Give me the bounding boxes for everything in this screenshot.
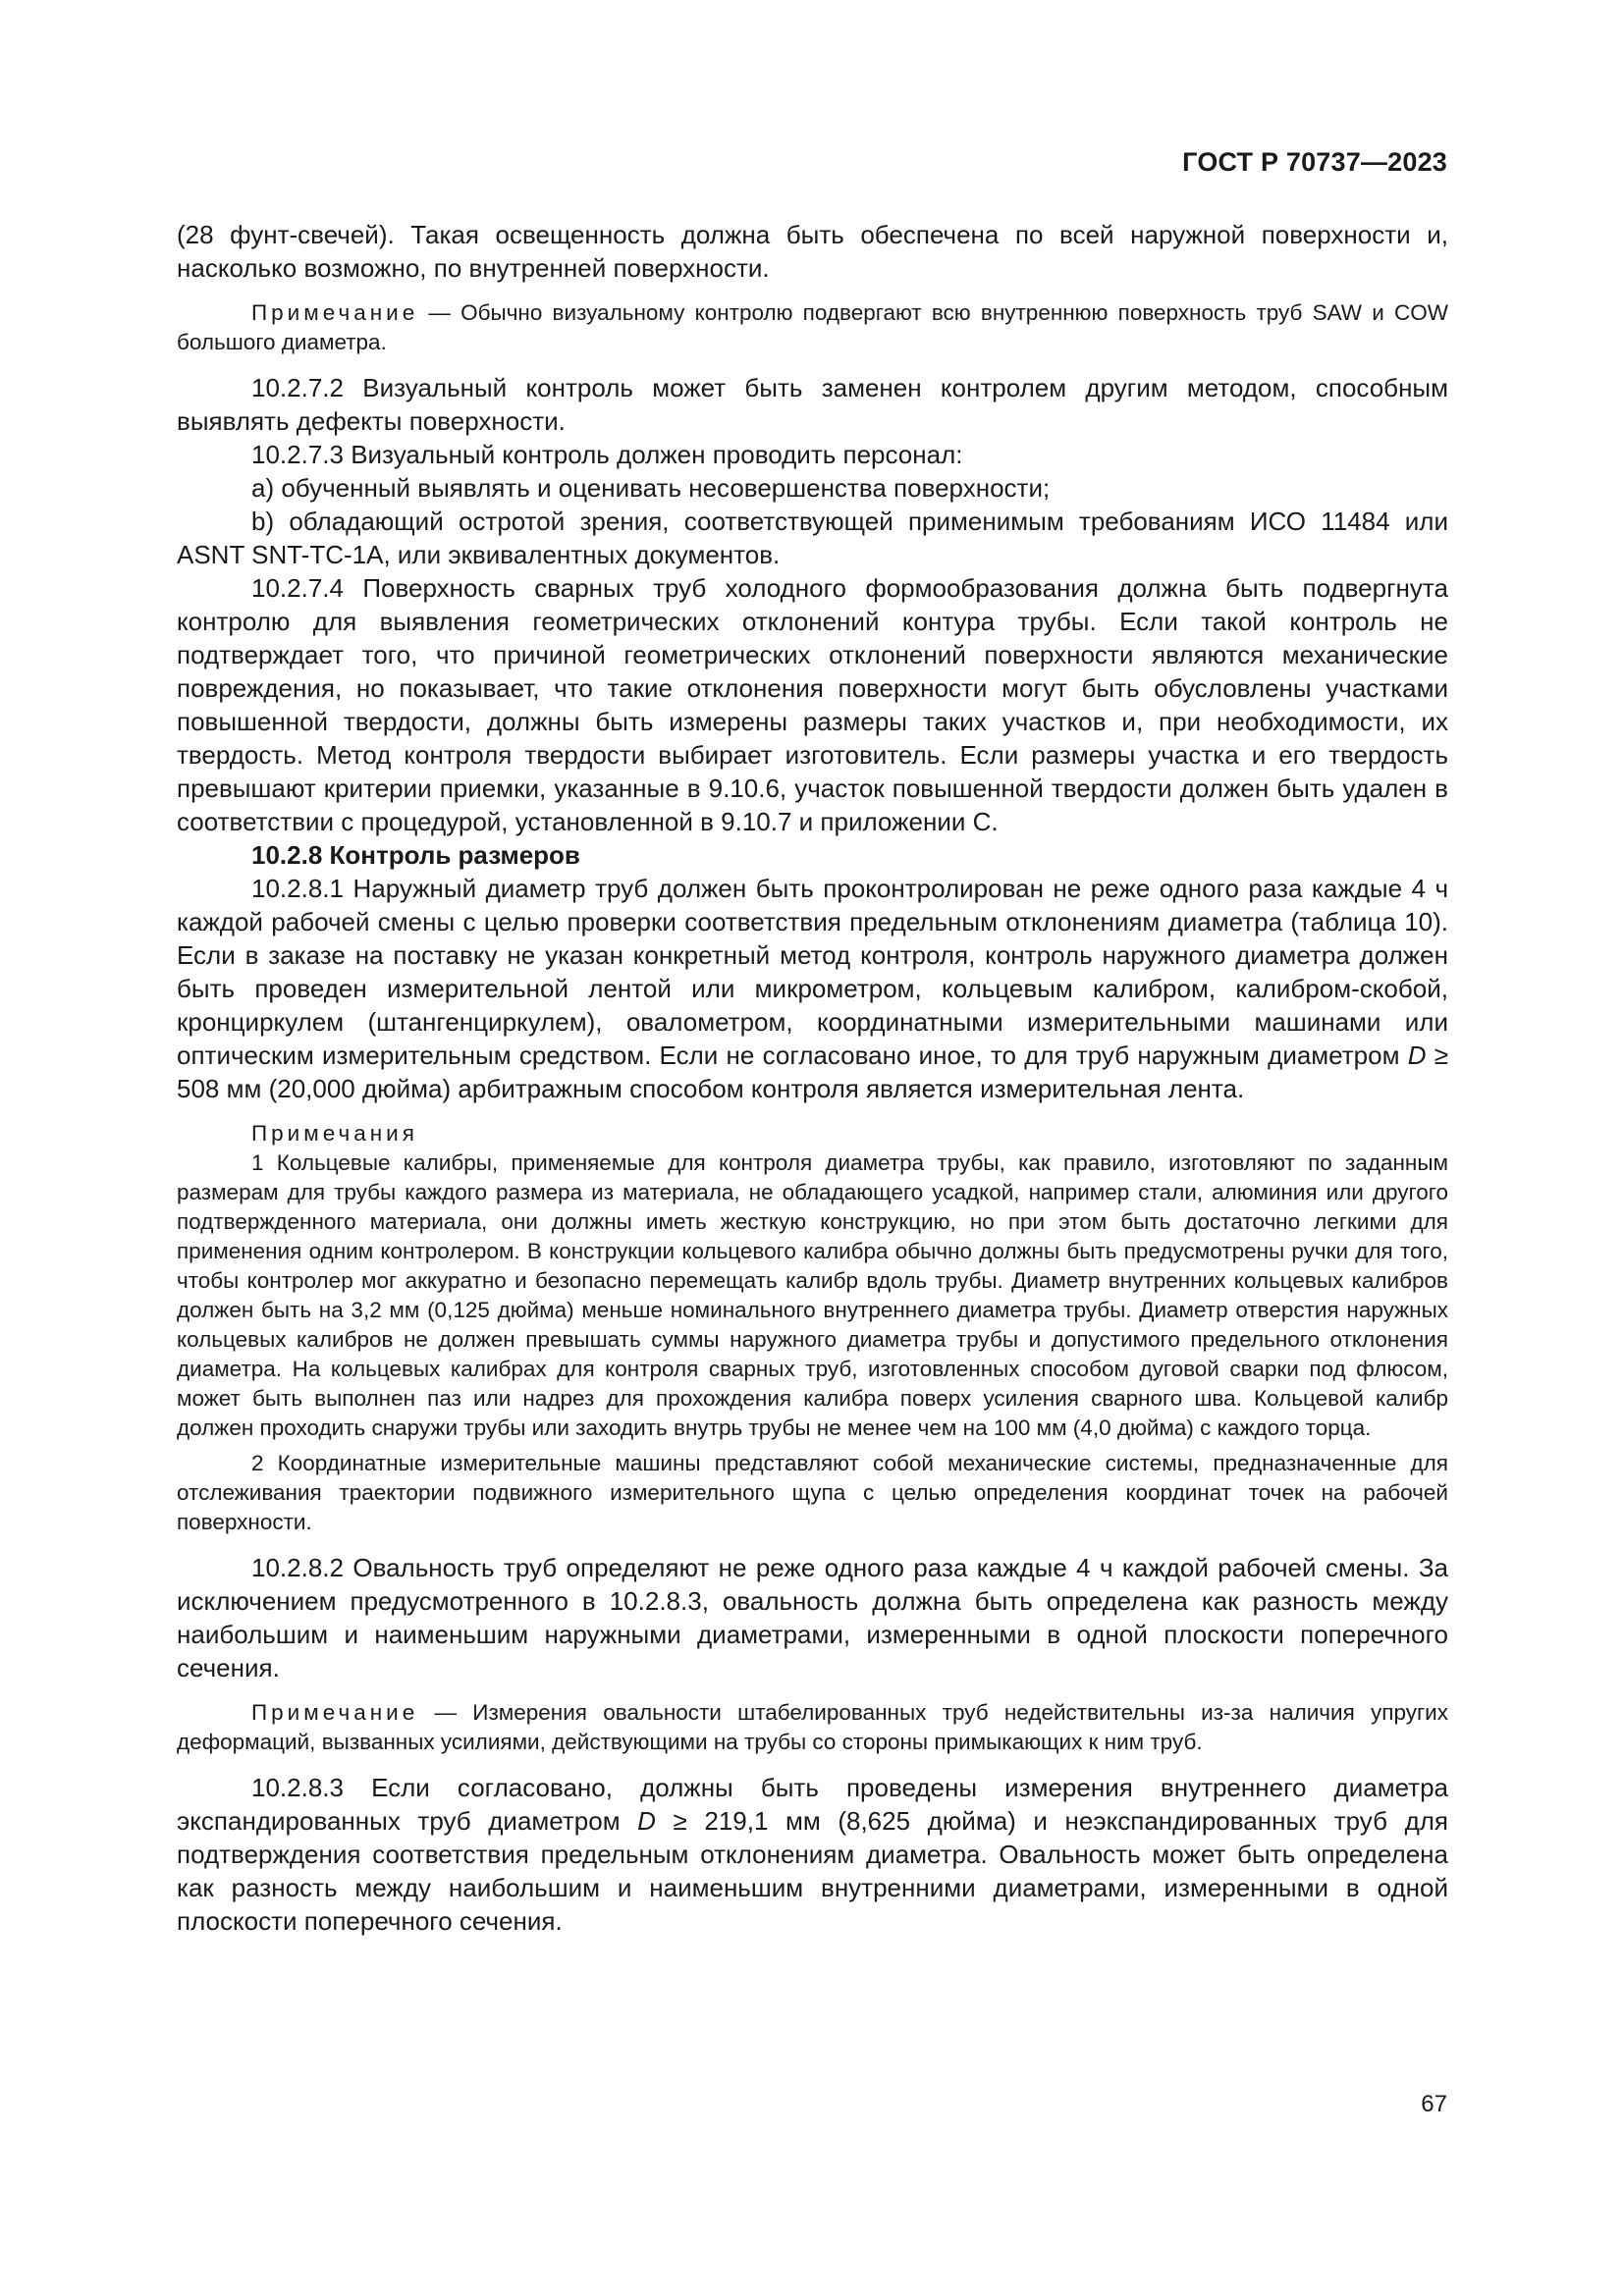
variable-d: D xyxy=(1407,1041,1427,1070)
note-1-label: Примечание xyxy=(251,300,419,325)
paragraph-10-2-7-3: 10.2.7.3 Визуальный контроль должен проводить персонал: xyxy=(251,440,963,469)
paragraph-10-2-8-3-text: 10.2.8.3 Если согласовано, должны быть проведены измерения внутреннего диаметра экспандированных труб диаметром xyxy=(177,1773,1448,1836)
paragraph-10-2-8-2: 10.2.8.2 Овальность труб определяют не реже одного раза каждые 4 ч каждой рабочей смены. За исключением предусмотренного в 10.2.8.3, овальность должна быть определена как разность между наибольшим и наименьшим наружными диаметрами, измеренными в одной плоскости поперечного сечения. xyxy=(177,1553,1448,1682)
page-content xyxy=(177,218,1448,1938)
variable-d-2: D xyxy=(637,1806,656,1836)
list-item-a: a) обученный выявлять и оценивать несовершенства поверхности; xyxy=(251,473,1051,503)
document-id-header: ГОСТ Р 70737—2023 xyxy=(1182,147,1447,177)
note-3-label: Примечание xyxy=(251,1700,419,1725)
paragraph-10-2-8-1-text: 10.2.8.1 Наружный диаметр труб должен быть проконтролирован не реже одного раза каждые 4 ч каждой рабочей смены с целью проверки соответствия предельным отклонениям диаметра (таблица 10). Если в заказе на поставку не указан конкретный метод контроля, контроль наружного диаметра должен быть проведен измерительной лентой или микрометром, кольцевым калибром, калибром-скобой, кронциркулем (штангенциркулем), овалометром, координатными измерительными машинами или оптическим измерительным средством. Если не согласовано иное, то для труб наружным диаметром xyxy=(177,874,1448,1070)
paragraph-10-2-8-1 xyxy=(177,872,1448,1105)
paragraph-10-2-8-1-text-end: ≥ 508 мм (20,000 дюйма) арбитражным способом контроля является измерительная лента. xyxy=(177,1041,1448,1103)
note-3-text: — Измерения овальности штабелированных труб недействительны из-за наличия упругих деформаций, вызванных усилиями, действующими на трубы со стороны примыкающих к ним труб. xyxy=(177,1700,1448,1754)
list-item-b: b) обладающий остротой зрения, соответствующей применимым требованиям ИСО 11484 или ASNT SNT-TC-1A, или эквивалентных документов. xyxy=(177,507,1448,569)
note-3 xyxy=(177,1698,1448,1757)
note-item-2: 2 Координатные измерительные машины представляют собой механические системы, предназначенные для отслеживания траектории подвижного измерительного щупа с целью определения координат точек на рабочей поверхности. xyxy=(177,1451,1448,1534)
page-number: 67 xyxy=(1421,2091,1447,2117)
paragraph-10-2-7-2: 10.2.7.2 Визуальный контроль может быть заменен контролем другим методом, способным выявлять дефекты поверхности. xyxy=(177,373,1448,436)
paragraph-10-2-7-4: 10.2.7.4 Поверхность сварных труб холодного формообразования должна быть подвергнута контролю для выявления геометрических отклонений контура трубы. Если такой контроль не подтверждает того, что причиной геометрических отклонений поверхности являются механические повреждения, но показывает, что такие отклонения поверхности могут быть обусловлены участками повышенной твердости, должны быть измерены размеры таких участков и, при необходимости, их твердость. Метод контроля твердости выбирает изготовитель. Если размеры участка и его твердость превышают критерии приемки, указанные в 9.10.6, участок повышенной твердости должен быть удален в соответствии с процедурой, установленной в 9.10.7 и приложении С. xyxy=(177,573,1448,836)
paragraph-10-2-8-3-text-end: ≥ 219,1 мм (8,625 дюйма) и неэкспандированных труб для подтверждения соответствия предельным отклонениям диаметра. Овальность может быть определена как разность между наибольшим и наименьшим внутренними диаметрами, измеренными в одной плоскости поперечного сечения. xyxy=(177,1806,1448,1936)
notes-block xyxy=(177,1119,1448,1537)
paragraph-continuation: (28 фунт-свечей). Такая освещенность должна быть обеспечена по всей наружной поверхности и, насколько возможно, по внутренней поверхности. xyxy=(177,220,1448,283)
note-item-1: 1 Кольцевые калибры, применяемые для контроля диаметра трубы, как правило, изготовляют по заданным размерам для трубы каждого размера из материала, не обладающего усадкой, например стали, алюминия или другого подтвержденного материала, они должны иметь жесткую конструкцию, но при этом быть достаточно легкими для применения одним контролером. В конструкции кольцевого калибра обычно должны быть предусмотрены ручки для того, чтобы контролер мог аккуратно и безопасно перемещать калибр вдоль трубы. Диаметр внутренних кольцевых калибров должен быть на 3,2 мм (0,125 дюйма) меньше номинального внутреннего диаметра трубы. Диаметр отверстия наружных кольцевых калибров не должен превышать суммы наружного диаметра трубы и допустимого предельного отклонения диаметра. На кольцевых калибрах для контроля сварных труб, изготовленных способом дуговой сварки под флюсом, может быть выполнен паз или надрез для прохождения калибра поверх усиления сварного шва. Кольцевой калибр должен проходить снаружи трубы или заходить внутрь трубы не менее чем на 100 мм (4,0 дюйма) с каждого торца. xyxy=(177,1150,1448,1440)
paragraph-10-2-8-3 xyxy=(177,1771,1448,1938)
note-1-text: — Обычно визуальному контролю подвергают всю внутреннюю поверхность труб SAW и COW большого диаметра. xyxy=(177,300,1448,354)
notes-label: Примечания xyxy=(251,1121,418,1146)
section-heading-10-2-8: 10.2.8 Контроль размеров xyxy=(251,840,580,870)
note-1 xyxy=(177,298,1448,357)
notes-heading xyxy=(177,1119,1448,1148)
